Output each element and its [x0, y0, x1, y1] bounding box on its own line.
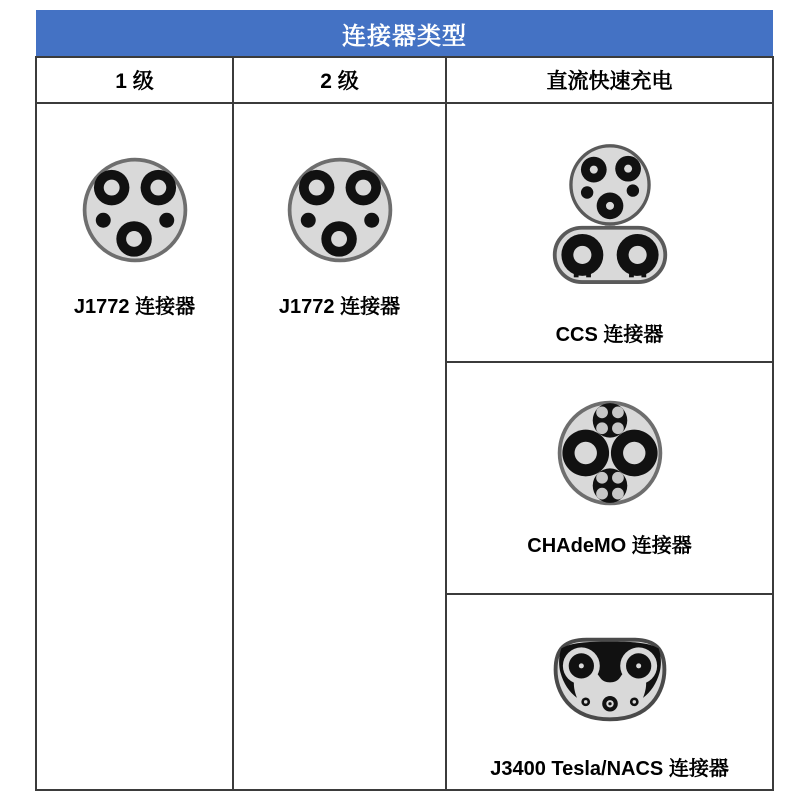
j3400-nacs-connector-icon — [542, 627, 678, 730]
column-header-dc-fast: 直流快速充电 — [446, 57, 773, 103]
table-body-row — [36, 103, 773, 362]
connector-label: J1772 连接器 — [278, 296, 401, 318]
connector-label: CHAdeMO 连接器 — [527, 534, 692, 557]
table-title-row — [36, 10, 773, 57]
connector-label: J3400 Tesla/NACS 连接器 — [490, 758, 729, 781]
column-header-level2: 2 级 — [233, 57, 446, 103]
table-title: 连接器类型 — [36, 10, 773, 57]
chademo-connector-icon — [554, 397, 666, 509]
connector-label: J1772 连接器 — [73, 296, 196, 318]
cell-level1 — [36, 103, 233, 790]
cell-ccs — [446, 103, 773, 362]
ccs-connector-icon — [548, 142, 672, 304]
column-header-row — [36, 57, 773, 103]
j1772-connector-icon — [79, 154, 191, 266]
cell-j3400-nacs — [446, 594, 773, 790]
cell-chademo — [446, 362, 773, 595]
connector-label: CCS 连接器 — [555, 324, 664, 346]
column-header-level1: 1 级 — [36, 57, 233, 103]
cell-level2 — [233, 103, 446, 790]
j1772-connector-icon — [284, 154, 396, 266]
connector-type-table — [35, 10, 774, 791]
